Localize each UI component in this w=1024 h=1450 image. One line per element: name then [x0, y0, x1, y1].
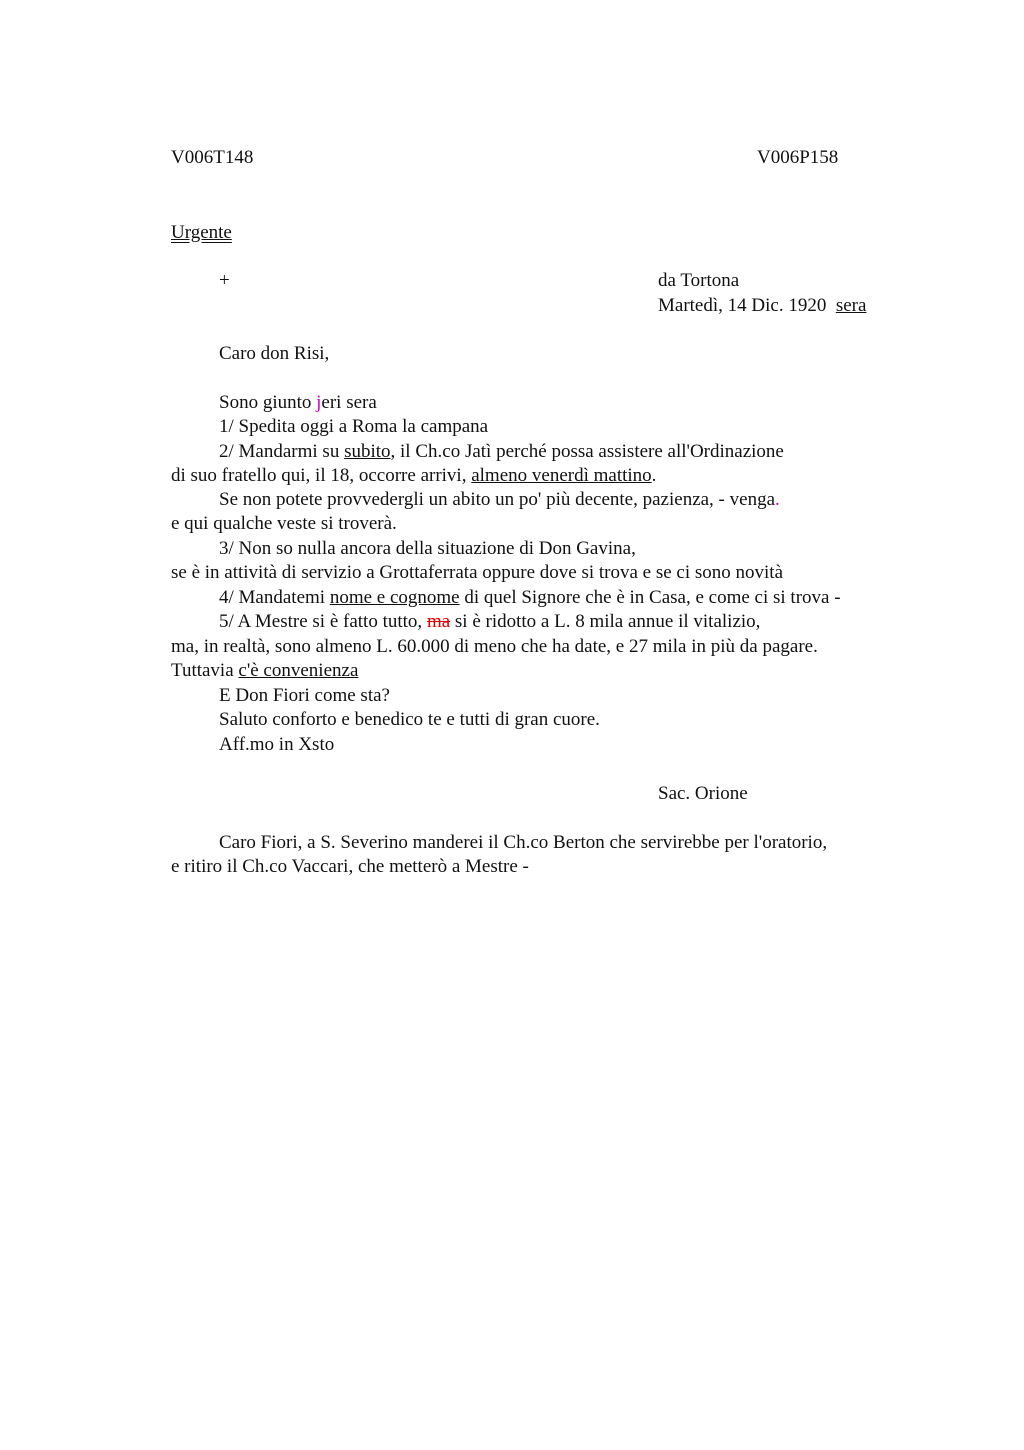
text-segment: Tuttavia — [171, 660, 239, 681]
text-segment: 2/ Mandarmi su — [219, 441, 345, 462]
body-line-4 — [171, 464, 656, 488]
salutation: Caro don Risi, — [219, 343, 330, 364]
text-segment: 5/ A Mestre si è fatto tutto, — [219, 611, 427, 632]
body-line-5 — [219, 488, 780, 512]
body-line-13: E Don Fiori come sta? — [219, 685, 390, 706]
text-segment: eri sera — [321, 392, 377, 413]
underlined-text: nome e cognome — [329, 587, 460, 608]
place-line: da Tortona — [658, 270, 740, 291]
postscript-line-2: e ritiro il Ch.co Vaccari, che metterò a Mestre - — [171, 856, 529, 877]
body-line-8: se è in attività di servizio a Grottaferrata oppure dove si trova e se ci sono novità — [171, 562, 784, 583]
text-segment: di suo fratello qui, il 18, occorre arrivi, — [171, 465, 472, 486]
text-segment: di quel Signore che è in Casa, e come ci si trova - — [459, 587, 841, 608]
body-line-3 — [219, 440, 784, 464]
document-code-left: V006T148 — [171, 147, 254, 168]
date-line — [658, 294, 866, 318]
text-segment: Sono giunto — [219, 392, 317, 413]
date-suffix: sera — [835, 295, 867, 316]
body-line-11: ma, in realtà, sono almeno L. 60.000 di meno che ha date, e 27 mila in più da pagare. — [171, 636, 818, 657]
body-line-12 — [171, 659, 358, 683]
signature: Sac. Orione — [658, 783, 748, 804]
body-line-6: e qui qualche veste si troverà. — [171, 513, 397, 534]
postscript-line-1: Caro Fiori, a S. Severino manderei il Ch.co Berton che servirebbe per l'oratorio, — [219, 832, 828, 853]
body-line-7: 3/ Non so nulla ancora della situazione di Don Gavina, — [219, 538, 636, 559]
underlined-text: c'è convenienza — [238, 660, 359, 681]
text-segment: si è ridotto a L. 8 mila annue il vitalizio, — [450, 611, 761, 632]
cross-symbol: + — [219, 270, 230, 291]
body-line-9 — [219, 586, 841, 610]
body-line-14: Saluto conforto e benedico te e tutti di gran cuore. — [219, 709, 600, 730]
text-segment: . — [651, 465, 657, 486]
date-text: Martedì, 14 Dic. 1920 — [658, 295, 827, 316]
deleted-word: ma — [426, 611, 451, 632]
body-line-1 — [219, 391, 377, 415]
body-line-10 — [219, 610, 760, 634]
text-segment: Se non potete provvedergli un abito un po' più decente, pazienza, - venga — [219, 489, 776, 510]
closing: Aff.mo in Xsto — [219, 734, 335, 755]
text-segment: , il Ch.co Jatì perché possa assistere all'Ordinazione — [390, 441, 784, 462]
urgent-label: Urgente — [171, 222, 232, 243]
document-code-right: V006P158 — [757, 147, 839, 168]
inserted-letter: j — [316, 392, 322, 413]
text-segment: 4/ Mandatemi — [219, 587, 330, 608]
underlined-text: almeno venerdì mattino — [471, 465, 652, 486]
underlined-text: subito — [344, 441, 391, 462]
body-line-2: 1/ Spedita oggi a Roma la campana — [219, 416, 489, 437]
inserted-mark: . — [775, 489, 780, 510]
